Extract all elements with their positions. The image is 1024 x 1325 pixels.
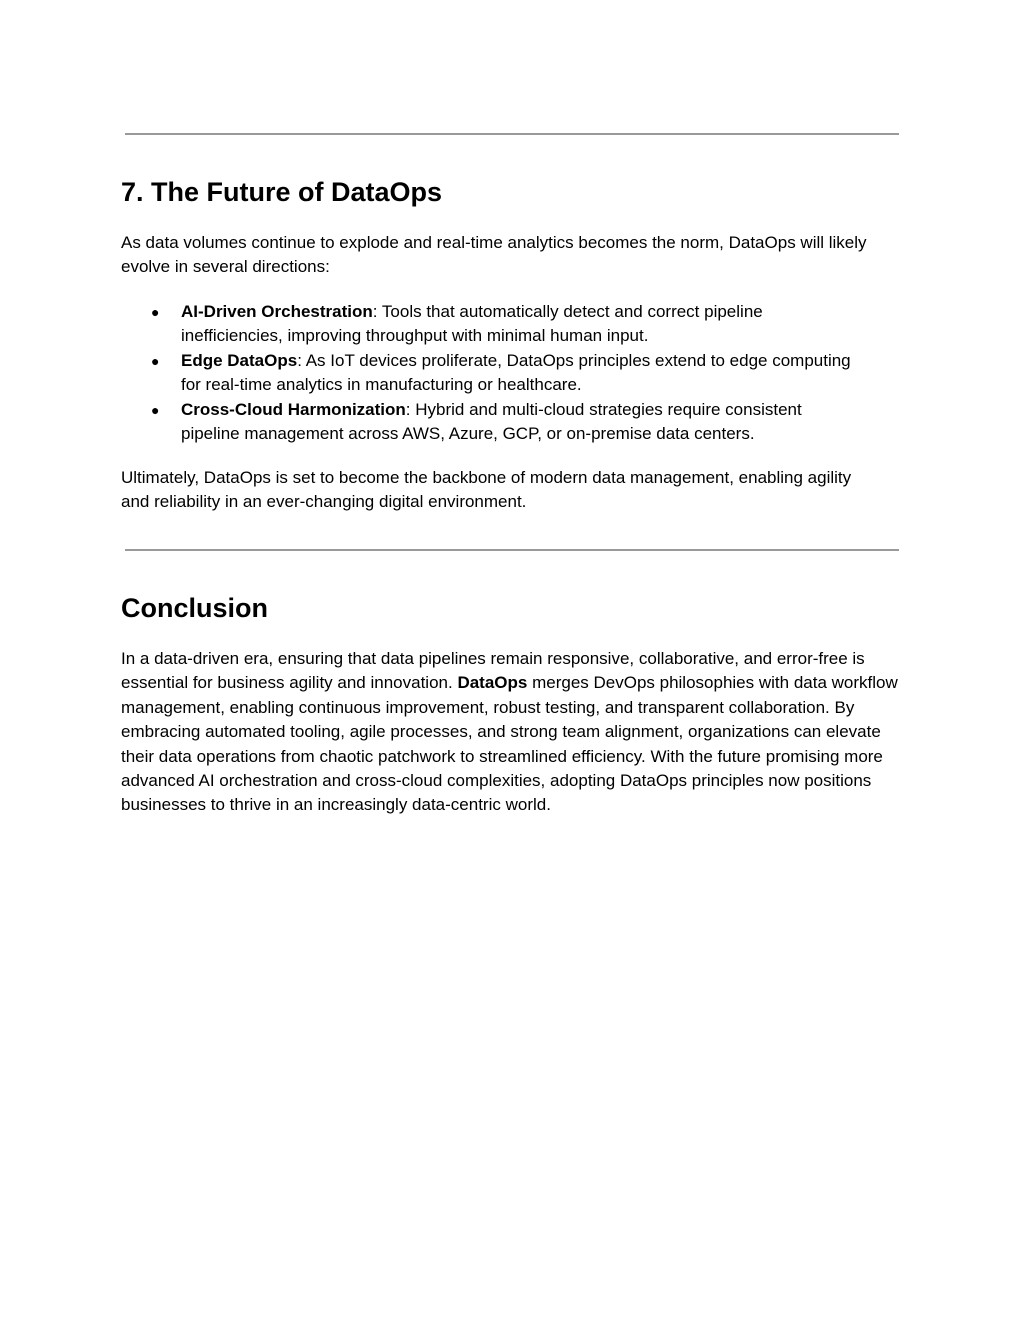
future-closing-paragraph: Ultimately, DataOps is set to become the backbone of modern data management, enabling agility and reliability in an ever-changing digital environment.: [121, 468, 852, 512]
bullet-icon: ●: [151, 401, 160, 418]
future-intro-paragraph: As data volumes continue to explode and real-time analytics becomes the norm, DataOps will likely evolve in several directions:: [121, 233, 867, 277]
horizontal-divider: [125, 549, 899, 551]
bullet-text: : Tools that automatically detect and correct pipeline inefficiencies, improving throughput with minimal human input.: [181, 302, 763, 346]
list-item: [121, 300, 861, 349]
horizontal-divider: [125, 133, 899, 135]
conclusion-bold-term: DataOps: [457, 673, 528, 693]
conclusion-text-end: merges DevOps philosophies with data workflow management, enabling continuous improvement, robust testing, and transparent collaboration. By embracing automated tooling, agile processes, and strong team alignment, organizations can elevate their data operations from chaotic patchwork to streamlined efficiency. With the future promising more advanced AI orchestration and cross-cloud complexities, adopting DataOps principles now positions businesses to thrive in an increasingly data-centric world.: [121, 673, 898, 815]
section-heading-future-of-dataops: 7. The Future of DataOps: [121, 177, 443, 207]
conclusion-paragraph: [121, 647, 911, 818]
list-item: [121, 349, 861, 398]
list-item: [121, 398, 861, 447]
bullet-icon: ●: [151, 304, 160, 320]
conclusion-text-start: In a data-driven era, ensuring that data pipelines remain responsive, collaborative, and error-free is essential for business agility and innovation.: [121, 649, 865, 693]
bullet-term: Edge DataOps: [181, 350, 298, 370]
section-heading-conclusion: Conclusion: [121, 593, 268, 623]
bullet-term: AI-Driven Orchestration: [181, 302, 373, 321]
future-directions-list: [121, 300, 911, 446]
bullet-term: Cross-Cloud Harmonization: [181, 399, 406, 419]
bullet-text: : Hybrid and multi-cloud strategies require consistent pipeline management across AWS, Azure, GCP, or on-premise data centers.: [181, 399, 802, 444]
bullet-icon: ●: [151, 352, 160, 369]
bullet-text: : As IoT devices proliferate, DataOps principles extend to edge computing for real-time analytics in manufacturing or healthcare.: [181, 350, 851, 395]
